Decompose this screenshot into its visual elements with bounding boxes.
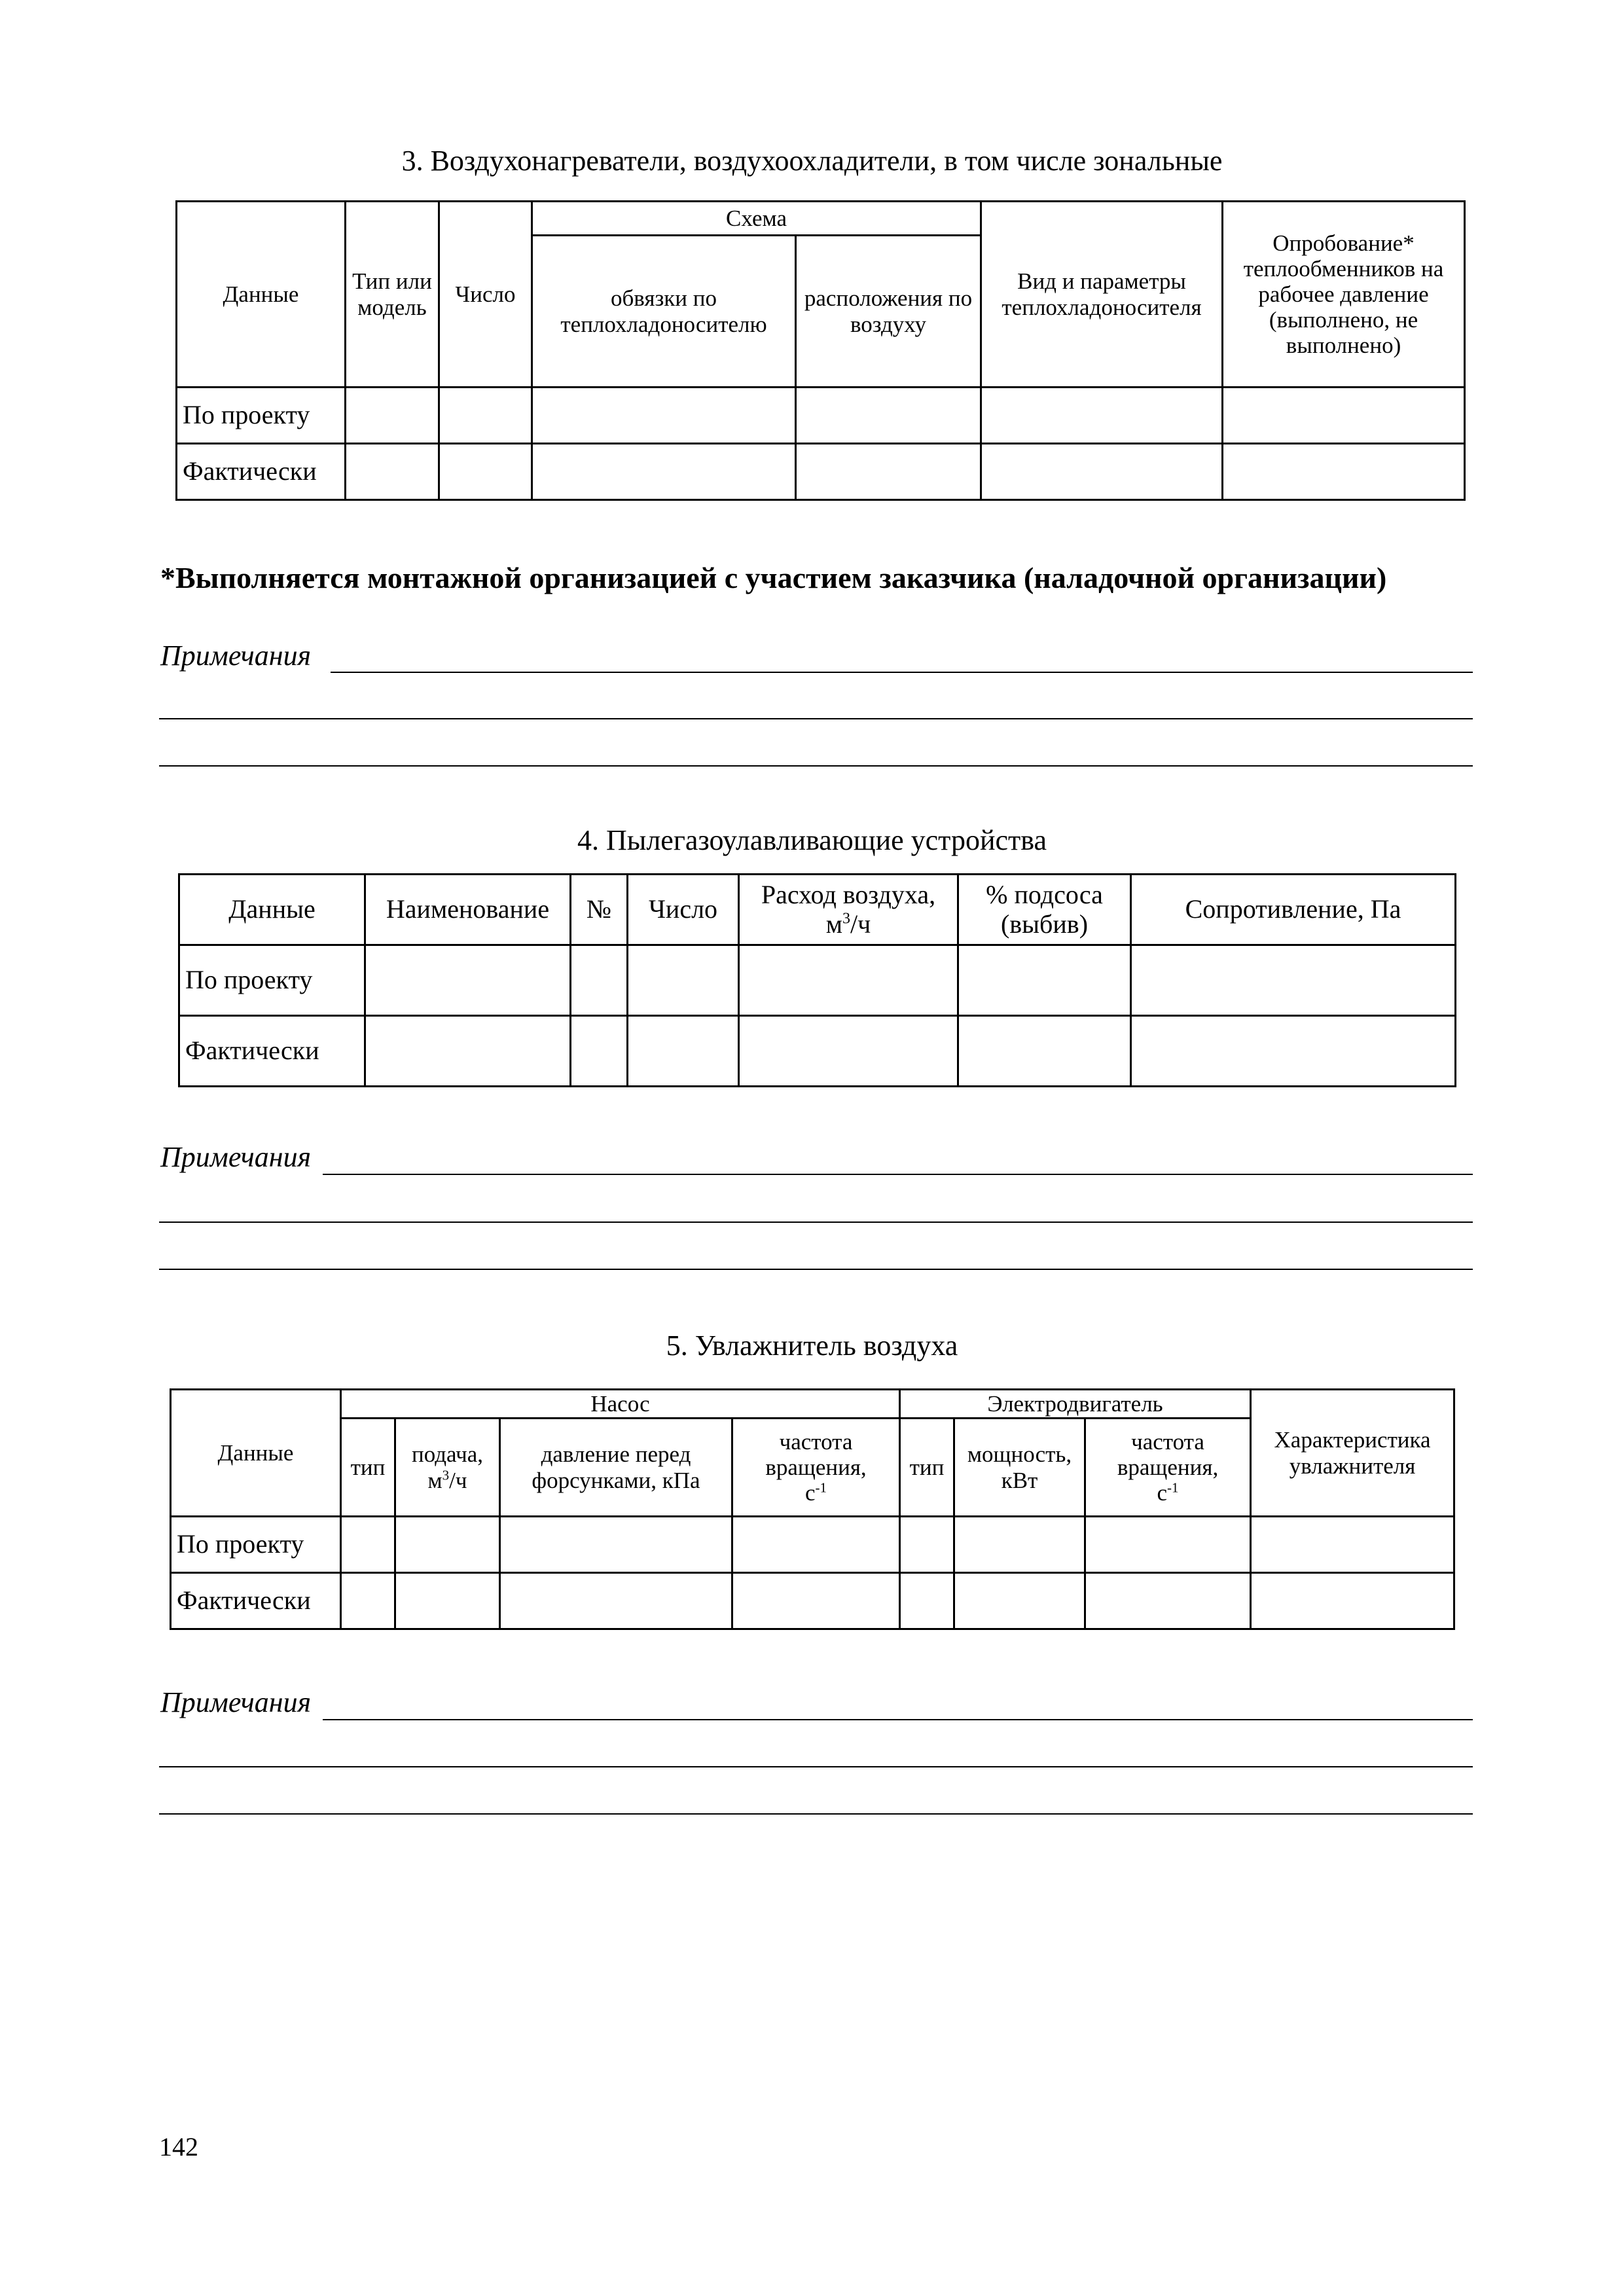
table-cell xyxy=(1131,1016,1456,1087)
table-cell xyxy=(532,444,796,500)
table-cell xyxy=(1223,444,1465,500)
header-motor-type: тип xyxy=(900,1419,954,1517)
airflow-label: Расход воздуха, xyxy=(761,879,936,909)
remarks-line xyxy=(159,1269,1473,1270)
table-cell xyxy=(500,1517,732,1573)
row-label-project: По проекту xyxy=(179,945,365,1016)
table-cell xyxy=(954,1573,1085,1629)
header-name: Наименование xyxy=(365,875,571,945)
table-cell xyxy=(571,1016,628,1087)
header-pump-flow xyxy=(395,1419,500,1517)
table-cell xyxy=(346,444,439,500)
table-cell xyxy=(796,388,981,444)
table-cell xyxy=(365,1016,571,1087)
humidifier-table xyxy=(170,1388,1455,1630)
table-cell xyxy=(439,388,532,444)
remarks-line xyxy=(159,718,1473,719)
header-count: Число xyxy=(628,875,739,945)
table-cell xyxy=(395,1573,500,1629)
table-cell xyxy=(500,1573,732,1629)
remarks-line xyxy=(159,1813,1473,1815)
remarks-label-5: Примечания xyxy=(160,1686,312,1718)
header-data: Данные xyxy=(171,1390,341,1517)
table-row xyxy=(179,1016,1456,1087)
header-number: № xyxy=(571,875,628,945)
table-cell xyxy=(900,1517,954,1573)
table-cell xyxy=(900,1573,954,1629)
header-carrier: Вид и параметры теплохладоносителя xyxy=(981,202,1223,388)
section-5-title: 5. Увлажнитель воздуха xyxy=(666,1330,958,1362)
pump-speed-unit-exponent: -1 xyxy=(815,1479,827,1496)
row-label-actual: Фактически xyxy=(177,444,346,500)
table-cell xyxy=(1085,1573,1251,1629)
air-heaters-table xyxy=(175,200,1466,501)
header-motor-speed xyxy=(1085,1419,1251,1517)
pump-speed-unit: с xyxy=(804,1480,816,1506)
header-pump-pressure: давление перед форсунками, кПа xyxy=(500,1419,732,1517)
motor-speed-unit-exponent: -1 xyxy=(1167,1479,1179,1496)
header-motor-power: мощность, кВт xyxy=(954,1419,1085,1517)
pump-speed-label: частота вращения, xyxy=(765,1428,867,1480)
remarks-line xyxy=(323,1719,1473,1720)
table-row xyxy=(171,1573,1454,1629)
header-pump-type: тип xyxy=(341,1419,395,1517)
table-cell xyxy=(1223,388,1465,444)
airflow-unit-exponent: 3 xyxy=(842,910,851,928)
table-cell xyxy=(628,945,739,1016)
table-cell xyxy=(395,1517,500,1573)
header-leakage: % подсоса (выбив) xyxy=(958,875,1131,945)
table-cell xyxy=(732,1573,900,1629)
header-scheme-binding: обвязки по теплохладоносителю xyxy=(532,236,796,388)
table-cell xyxy=(1131,945,1456,1016)
header-data: Данные xyxy=(177,202,346,388)
header-resistance: Сопротивление, Па xyxy=(1131,875,1456,945)
table-cell xyxy=(439,444,532,500)
remarks-label-3: Примечания xyxy=(160,640,312,672)
table-cell xyxy=(739,1016,958,1087)
table-row xyxy=(177,388,1465,444)
pump-flow-unit-tail: /ч xyxy=(449,1467,467,1493)
header-data: Данные xyxy=(179,875,365,945)
table-cell xyxy=(954,1517,1085,1573)
table-cell xyxy=(341,1573,395,1629)
table-cell xyxy=(981,388,1223,444)
table-cell xyxy=(365,945,571,1016)
footnote: *Выполняется монтажной организацией с участием заказчика (наладочной организации) xyxy=(160,561,1387,594)
table-cell xyxy=(628,1016,739,1087)
remarks-line xyxy=(323,1174,1473,1175)
motor-speed-label: частота вращения, xyxy=(1117,1428,1219,1480)
table-cell xyxy=(958,1016,1131,1087)
section-4-title: 4. Пылегазоулавливающие устройства xyxy=(577,824,1047,856)
header-humidifier: Характеристика увлажнителя xyxy=(1251,1390,1454,1517)
table-cell xyxy=(796,444,981,500)
remarks-line xyxy=(159,1766,1473,1767)
header-type: Тип или модель xyxy=(346,202,439,388)
table-row xyxy=(177,444,1465,500)
pump-flow-label: подача, xyxy=(411,1441,484,1468)
table-cell xyxy=(1251,1573,1454,1629)
header-scheme-location: расположения по воздуху xyxy=(796,236,981,388)
table-cell xyxy=(958,945,1131,1016)
airflow-unit: м xyxy=(825,909,843,939)
row-label-project: По проекту xyxy=(177,388,346,444)
row-label-actual: Фактически xyxy=(171,1573,341,1629)
row-label-project: По проекту xyxy=(171,1517,341,1573)
table-cell xyxy=(732,1517,900,1573)
page-number: 142 xyxy=(159,2132,198,2162)
pump-flow-unit-exponent: 3 xyxy=(442,1466,450,1483)
table-cell xyxy=(341,1517,395,1573)
section-3-title: 3. Воздухонагреватели, воздухоохладители, в том числе зональные xyxy=(401,145,1223,177)
table-cell xyxy=(346,388,439,444)
table-row xyxy=(179,945,1456,1016)
header-pump: Насос xyxy=(341,1390,900,1419)
header-scheme: Схема xyxy=(532,202,981,236)
header-pressure-test: Опробование* теплообменников на рабочее давление (выполнено, не выполнено) xyxy=(1223,202,1465,388)
remarks-line xyxy=(159,765,1473,767)
header-airflow xyxy=(739,875,958,945)
motor-speed-unit: с xyxy=(1157,1480,1168,1506)
table-cell xyxy=(532,388,796,444)
row-label-actual: Фактически xyxy=(179,1016,365,1087)
table-cell xyxy=(1085,1517,1251,1573)
header-count: Число xyxy=(439,202,532,388)
table-cell xyxy=(1251,1517,1454,1573)
table-cell xyxy=(981,444,1223,500)
remarks-label-4: Примечания xyxy=(160,1141,312,1173)
table-cell xyxy=(739,945,958,1016)
pump-flow-unit: м xyxy=(427,1467,442,1493)
header-pump-speed xyxy=(732,1419,900,1517)
table-cell xyxy=(571,945,628,1016)
airflow-unit-tail: /ч xyxy=(850,909,871,939)
remarks-line xyxy=(331,672,1473,673)
dust-collectors-table xyxy=(178,873,1456,1087)
remarks-line xyxy=(159,1221,1473,1223)
header-motor: Электродвигатель xyxy=(900,1390,1251,1419)
table-row xyxy=(171,1517,1454,1573)
